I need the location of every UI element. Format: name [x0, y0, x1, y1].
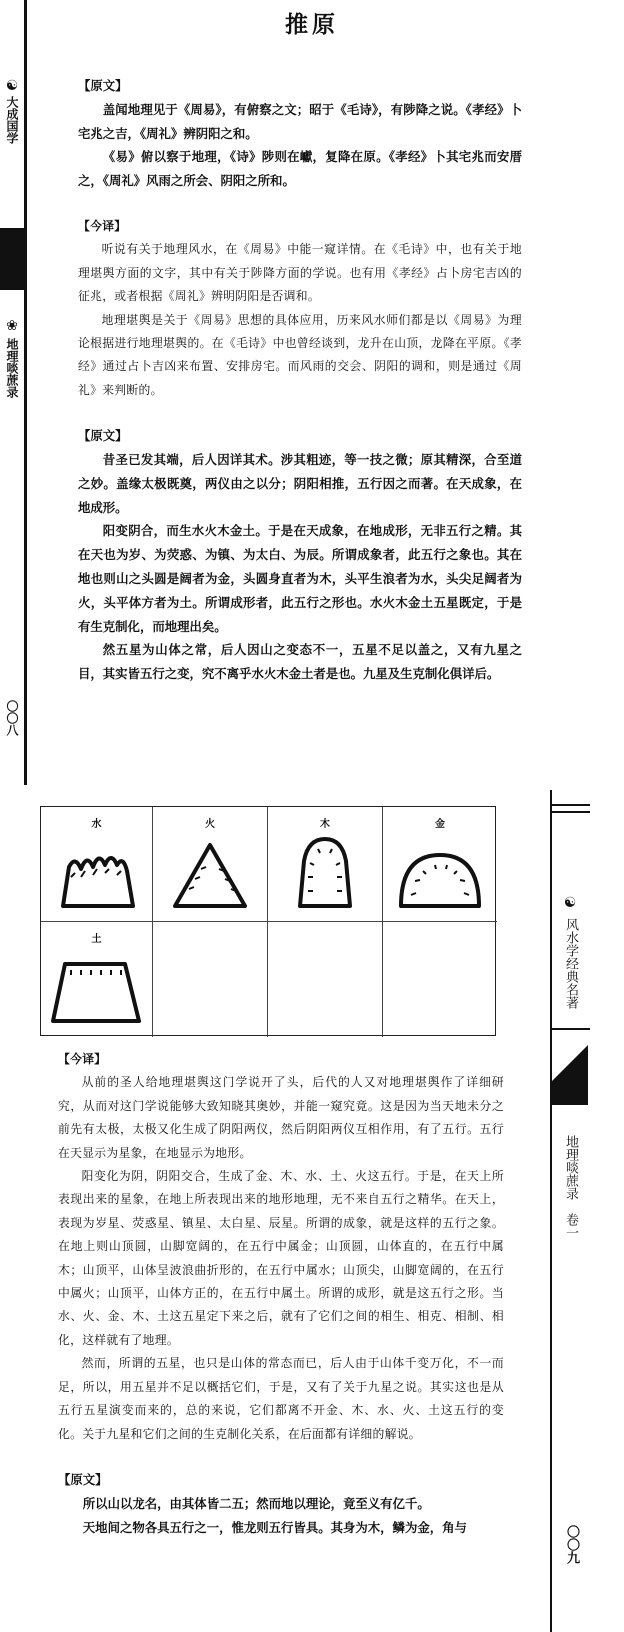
paragraph: 地理堪舆是关于《周易》思想的具体应用，历来风水师们都是以《周易》为理论根据进行地理堪舆的。在《毛诗》中也曾经谈到，龙升在山顶，龙降在平原。《孝经》通过占卜吉凶来布置、安排房宅。而风雨的交会、阴阳的调和，则是通过《周礼》来判断的。: [78, 312, 522, 397]
figure-cell-metal: [383, 807, 497, 922]
figure-cell-empty: [268, 922, 383, 1037]
figure-cell-wood: [268, 807, 383, 922]
chapter-title: 推原: [285, 11, 339, 38]
margin-rule: [550, 790, 552, 1632]
margin-black-tab: [552, 1045, 588, 1105]
series-logo-icon: ☯: [563, 895, 577, 911]
bottom-page: [0, 790, 624, 1632]
paragraph: 《易》俯以察于地理，《诗》陟则在巘，复降在原。《孝经》卜其宅兆而安厝之，《周礼》风雨之所会、阴阳之所和。: [78, 149, 522, 189]
figure-cell-fire: [153, 807, 268, 922]
paragraph: 听说有关于地理风水，在《周易》中能一窥详情。在《毛诗》中，也有关于地理堪舆方面的文字，其中有关于陟降方面的学说。也有用《孝经》占卜房宅吉凶的征兆，或者根据《周礼》辨明阴阳是否调和。: [78, 242, 522, 304]
original-text-section: [58, 1468, 504, 1539]
paragraph: 所以山以龙名，由其体皆二五；然而地以理论，竟至义有亿千。: [82, 1495, 430, 1511]
earth-mountain-icon: [41, 922, 153, 1037]
page-number: 〇〇八: [5, 700, 19, 736]
translation-section: [78, 215, 522, 402]
section-heading: 【今译】: [78, 218, 127, 233]
figure-cell-empty: [383, 922, 497, 1037]
water-mountain-icon: [41, 807, 153, 922]
section-spacer: [58, 1446, 504, 1468]
paragraph: 阳变阴合，而生水火木金土。于是在天成象，在地成形，无非五行之精。其在天也为岁、为荧惑、为镇、为太白、为辰。所谓成象者，此五行之象也。其在地也则山之头圆是阔者为金，头圆身直者为木，头平生浪者为水，头尖足阔者为火，头平体方者为土。所谓成形者，此五行之形也。水火木金土五星既定，于是有生克制化，而地理出矣。: [78, 523, 522, 634]
figure-label-wood: 木: [320, 819, 330, 830]
top-page-body: [78, 74, 522, 686]
paragraph: 昔圣已发其端，后人因详其术。涉其粗迹，等一技之微；原其精深，合至道之妙。盖缘太极既奠，两仪由之以分；阴阳相推，五行因之而著。在天成象，在地成形。: [78, 452, 522, 515]
section-spacer: [78, 402, 522, 424]
paragraph: 从前的圣人给地理堪舆这门学说开了头，后代的人又对地理堪舆作了详细研究，从而对这门学说能够大致知晓其奥妙，并能一窥究竟。这是因为当天地未分之前先有太极，太极又化生成了阴阳两仪，然后阴阳两仪互相作用，有了五行。五行在天显示为星象，在地显示为地形。: [58, 1075, 504, 1160]
paragraph: 阳变化为阴，阴阳交合，生成了金、木、水、土、火这五行。于是，在天上所表现出来的星象，在地上所表现出来的地形地理，无不来自五行之精华。在天上，表现为岁星、荧惑星、镇星、太白星、辰星。所谓的成象，就是这样的五行之象。在地上则山顶圆，山脚宽阔的，在五行中属金；山顶圆，山体直的，在五行中属木；山顶平，山体呈波浪曲折形的，在五行中属水；山顶尖，山脚宽阔的，在五行中属火；山顶平，山体方正的，在五行中属土。所谓的成形，就是这五行之形。当水、火、金、木、土这五星定下来之后，就有了它们之间的相生、相克、相制、相化，这样就有了地理。: [58, 1169, 504, 1347]
margin-series-title: 风水学经典名著: [563, 918, 578, 1009]
margin-black-tab: [0, 228, 24, 290]
book-logo-icon: ❀: [6, 318, 18, 334]
margin-top-rule: [550, 804, 590, 806]
paragraph: 天地间之物各具五行之一，惟龙则五行皆具。其身为木，鳞为金，角与: [82, 1519, 467, 1535]
figure-label-earth: 土: [91, 934, 102, 945]
page-number: 〇〇九: [564, 1525, 579, 1564]
paragraph: 然五星为山体之常，后人因山之变态不一，五星不足以盖之，又有九星之目，其实皆五行之变，究不离乎水火木金土者是也。九星及生克制化俱详后。: [78, 642, 522, 682]
translation-section: [58, 1048, 504, 1446]
series-logo-icon: ☯: [5, 78, 19, 94]
margin-mid-rule: [550, 1028, 590, 1030]
top-page: [0, 0, 624, 785]
figure-cell-empty: [153, 922, 268, 1037]
section-heading: 【今译】: [58, 1052, 107, 1066]
figure-cell-water: [41, 807, 153, 922]
bottom-page-body: [58, 1048, 504, 1539]
wood-mountain-icon: [268, 807, 383, 922]
metal-mountain-icon: [383, 807, 497, 922]
section-heading: 【原文】: [78, 78, 128, 93]
fire-mountain-icon: [153, 807, 268, 922]
original-text-section: [78, 424, 522, 686]
margin-rule: [24, 0, 27, 785]
section-heading: 【原文】: [58, 1471, 108, 1487]
section-spacer: [78, 193, 522, 215]
original-text-section: [78, 74, 522, 193]
margin-series-title: 大成国学: [5, 96, 19, 144]
figure-cell-earth: [41, 922, 153, 1037]
figure-label-water: 水: [91, 819, 102, 830]
paragraph: 然而，所谓的五星，也只是山体的常态而已，后人由于山体千变万化，不一而足，所以，用五星并不足以概括它们，于是，又有了关于九星之说。其实这也是从五行五星演变而来的，总的来说，它们都离不开金、木、水、火、土这五行的变化。关于九星和它们之间的生克制化关系，在后面都有详细的解说。: [58, 1356, 504, 1441]
margin-top-rule-2: [550, 811, 590, 813]
figure-label-fire: 火: [205, 819, 215, 830]
five-elements-mountain-figure: [40, 806, 496, 1036]
margin-book-title: 地理啖蔗录 卷一: [563, 1135, 578, 1239]
figure-label-metal: 金: [435, 819, 445, 830]
section-heading: 【原文】: [78, 428, 128, 444]
paragraph: 盖闻地理见于《周易》，有俯察之文；昭于《毛诗》，有陟降之说。《孝经》卜宅兆之吉，《周礼》辨阴阳之和。: [78, 101, 522, 141]
margin-book-title: 地理啖蔗录: [5, 338, 19, 398]
